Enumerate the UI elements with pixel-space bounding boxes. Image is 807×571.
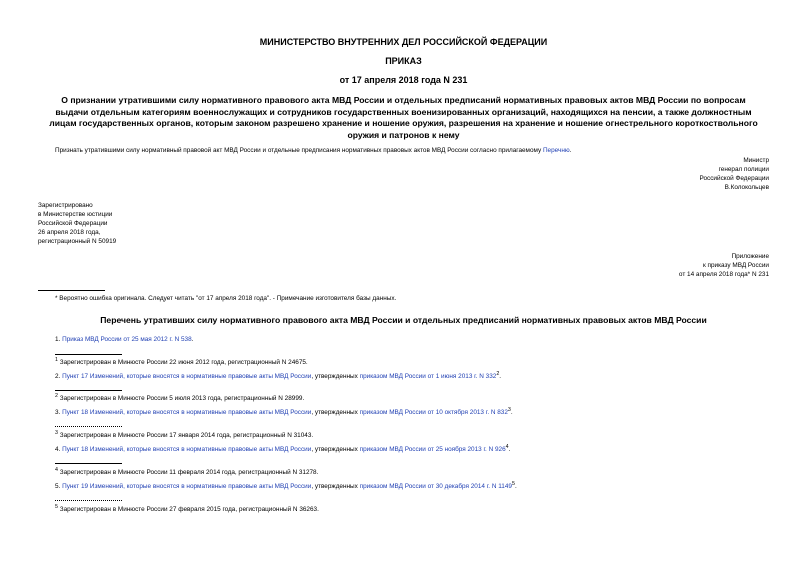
note-marker: 4 [55, 467, 58, 473]
doc-type: ПРИКАЗ [385, 56, 422, 66]
note-divider [55, 390, 122, 391]
note-marker[interactable]: 3 [507, 407, 511, 413]
item-end: . [191, 336, 194, 343]
note-marker: 2 [55, 393, 58, 399]
note-marker: 1 [55, 357, 58, 363]
registration-line: Российской Федерации [38, 220, 108, 227]
footnote-item [55, 429, 313, 440]
note-marker[interactable]: 2 [496, 371, 500, 377]
item-number: 1. [55, 336, 63, 343]
doc-date-number: от 17 апреля 2018 года N 231 [339, 75, 468, 85]
note-text: Зарегистрирован в Минюсте России 11 февраля 2014 года, регистрационный N 31278. [57, 469, 319, 477]
item-mid: , утвержденных [311, 446, 360, 454]
order-link[interactable]: приказом МВД России от 10 октября 2013 г. N 832 [359, 409, 508, 417]
note-divider [55, 500, 122, 501]
appendix-line: к приказу МВД России [702, 262, 769, 269]
registration-line: в Министерстве юстиции [38, 211, 113, 218]
note-divider [55, 354, 122, 355]
preamble-text: Признать утратившими силу нормативный правовой акт МВД России и отдельные предписания нормативных правовых актов МВД России согласно прилагаемому [55, 147, 543, 154]
item-end: . [499, 373, 502, 381]
list-item [55, 370, 501, 381]
note-divider [55, 463, 122, 464]
note-divider [55, 426, 122, 427]
doc-title [0, 95, 807, 141]
note-text: Зарегистрирован в Минюсте России 22 июня 2012 года, регистрационный N 24675. [57, 359, 308, 367]
item-number: 4. [55, 446, 63, 454]
order-link[interactable]: приказом МВД России от 1 июня 2013 г. N 332 [359, 373, 497, 381]
signature-line: генерал полиции [718, 166, 769, 173]
list-item [55, 406, 513, 417]
note-text: Зарегистрирован в Минюсте России 17 января 2014 года, регистрационный N 31043. [57, 432, 314, 440]
note-marker: 5 [55, 504, 58, 510]
registration-line: Зарегистрировано [38, 202, 93, 209]
registration-block [38, 201, 116, 246]
list-item [55, 443, 510, 454]
item-link[interactable]: Приказ МВД России от 25 мая 2012 г. N 538 [62, 336, 192, 343]
footnote-item [55, 503, 319, 514]
registration-line: регистрационный N 50919 [38, 238, 117, 245]
note-marker[interactable]: 5 [511, 481, 515, 487]
item-number: 5. [55, 483, 63, 491]
order-link[interactable]: приказом МВД России от 30 декабря 2014 г. N 1149 [359, 483, 512, 491]
doc-title-line: О признании утратившими силу нормативного правового акта МВД России и отдельных предписаний нормативных правовых актов МВД России по вопросам [61, 95, 746, 105]
item-link[interactable]: Пункт 19 Изменений, которые вносятся в нормативные правовые акты МВД России [62, 483, 312, 491]
item-number: 2. [55, 373, 63, 381]
note-marker[interactable]: 4 [505, 444, 509, 450]
ministry-name: МИНИСТЕРСТВО ВНУТРЕННИХ ДЕЛ РОССИЙСКОЙ ФЕДЕРАЦИИ [259, 37, 548, 47]
signature-block [700, 156, 770, 192]
list-item [55, 480, 517, 491]
appendix-block [679, 252, 769, 279]
footnote-item [55, 392, 304, 403]
item-link[interactable]: Пункт 18 Изменений, которые вносятся в нормативные правовые акты МВД России [62, 446, 312, 454]
list-item [55, 335, 193, 344]
note-marker: 3 [55, 430, 58, 436]
footnote-item [55, 466, 318, 477]
preamble [55, 146, 571, 155]
item-number: 3. [55, 409, 63, 417]
order-link[interactable]: приказом МВД России от 25 ноября 2013 г. N 926 [359, 446, 506, 454]
item-link[interactable]: Пункт 18 Изменений, которые вносятся в нормативные правовые акты МВД России [62, 409, 312, 417]
note-text: Зарегистрирован в Минюсте России 5 июля 2013 года, регистрационный N 28999. [57, 395, 305, 403]
signature-line: Российской Федерации [699, 175, 769, 182]
appendix-line: Приложение [731, 253, 769, 260]
signature-line: Министр [743, 157, 769, 164]
item-end: . [514, 483, 517, 491]
footnote-text: * Вероятно ошибка оригинала. Следует читать "от 17 апреля 2018 года". - Примечание изготовителя базы данных. [55, 295, 397, 302]
item-end: . [508, 446, 511, 454]
item-end: . [510, 409, 513, 417]
doc-title-line: лицам государственных органов, которым законом разрешено хранение и ношение оружия, разрешения на хранение и ношение огнестрельного короткоствольного [49, 118, 758, 128]
registration-line: 26 апреля 2018 года, [38, 229, 101, 236]
item-link[interactable]: Пункт 17 Изменений, которые вносятся в нормативные правовые акты МВД России [62, 373, 312, 381]
signature-line: В.Колокольцев [724, 184, 769, 191]
item-mid: , утвержденных [311, 373, 360, 381]
appendix-line: от 14 апреля 2018 года* N 231 [678, 271, 769, 278]
item-mid: , утвержденных [311, 483, 360, 491]
footnote-divider [38, 290, 105, 291]
doc-title-line: выдачи отдельным категориям военнослужащих и сотрудников государственных военизированных организаций, находящихся на пенсии, а также должностным [55, 106, 752, 117]
doc-title-line: оружия и патронов к нему [347, 129, 460, 140]
preamble-end: . [569, 147, 572, 154]
list-title: Перечень утративших силу нормативного правового акта МВД России и отдельных предписаний нормативных правовых актов МВД России [100, 315, 707, 325]
list-link[interactable]: Перечню [542, 147, 570, 154]
item-mid: , утвержденных [311, 409, 360, 417]
note-text: Зарегистрирован в Минюсте России 27 февраля 2015 года, регистрационный N 36263. [57, 506, 319, 514]
footnote-item [55, 356, 308, 367]
